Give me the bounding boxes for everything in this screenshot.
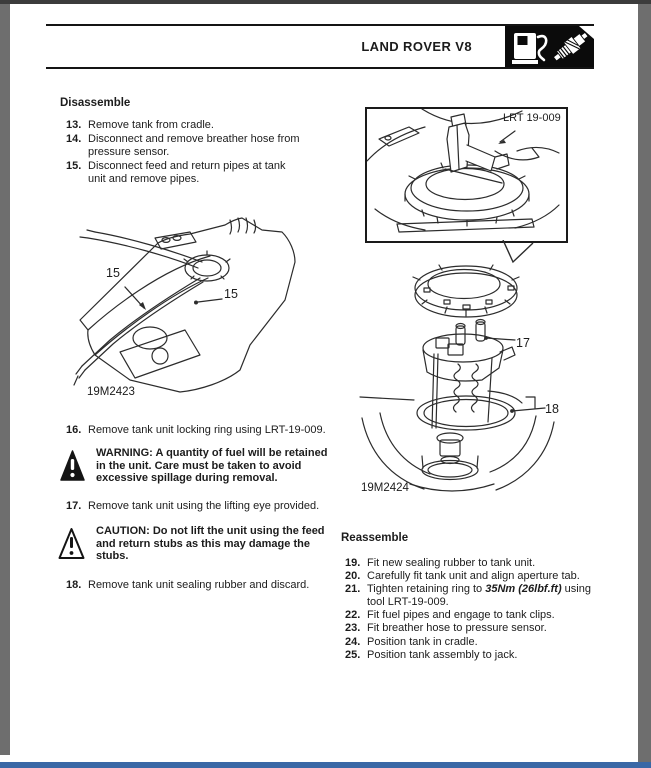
step-19-number: 19. [345, 557, 361, 569]
spark-plug-icon [550, 28, 591, 64]
step-21 [345, 583, 609, 609]
locking-ring-tool-figure [367, 109, 566, 241]
step-18-number: 18. [66, 579, 82, 591]
step-15-text: Disconnect feed and return pipes at tank unit and remove pipes. [88, 159, 286, 186]
exploded-callout-17: 17 [516, 336, 530, 350]
step-20-text: Carefully fit tank unit and align aperture tab. [367, 570, 580, 583]
step-23-text: Fit breather hose to pressure sensor. [367, 622, 547, 635]
step-22-number: 22. [345, 609, 361, 622]
step-25 [345, 649, 609, 662]
caution-triangle-icon [58, 527, 85, 560]
step-13 [66, 119, 304, 133]
disassemble-steps-13-15 [66, 119, 304, 187]
exploded-tank-unit-figure [352, 250, 597, 495]
step-16-number: 16. [66, 424, 82, 436]
step-16-text: Remove tank unit locking ring using LRT-19-009. [88, 424, 326, 436]
figure-number-19M2423: 19M2423 [87, 386, 135, 398]
step-15-number: 15. [66, 159, 82, 172]
window-left-edge [0, 4, 10, 755]
step-24 [345, 636, 609, 649]
step-15 [66, 160, 304, 187]
step-19-text: Fit new sealing rubber to tank unit. [367, 557, 536, 569]
step-20-number: 20. [345, 570, 361, 583]
step-14-number: 14. [66, 132, 82, 145]
window-bottom-edge [0, 762, 651, 768]
step-23-number: 23. [345, 622, 361, 635]
step-19 [345, 557, 609, 570]
step-14 [66, 133, 304, 160]
fuel-tank-figure [70, 210, 305, 402]
step-21-torque-value: 35Nm (26lbf.ft) [485, 583, 562, 596]
step-17-text: Remove tank unit using the lifting eye provided. [88, 500, 320, 512]
step-13-number: 13. [66, 119, 82, 131]
figure-number-19M2424: 19M2424 [361, 482, 409, 494]
step-20 [345, 570, 609, 583]
tool-figure-frame [365, 107, 568, 243]
reassemble-heading: Reassemble [341, 532, 409, 544]
disassemble-step-16 [66, 424, 338, 438]
step-21-text-post: using tool LRT-19-009. [367, 583, 591, 609]
tank-callout-15-right: 15 [224, 287, 238, 301]
reassemble-steps [345, 557, 609, 662]
disassemble-step-17 [66, 500, 338, 514]
step-23 [345, 622, 609, 635]
caution-text: CAUTION: Do not lift the unit using the feed and return stubs as this may damage the stubs. [96, 525, 325, 563]
step-24-text: Position tank in cradle. [367, 635, 478, 648]
step-18-text: Remove tank unit sealing rubber and discard. [88, 579, 310, 591]
tool-label-lrt-19-009: LRT 19-009 [503, 112, 561, 124]
section-icon-box [505, 26, 594, 67]
fuel-pump-icon [505, 26, 594, 67]
warning-triangle-icon [60, 450, 85, 482]
step-22-text: Fit fuel pipes and engage to tank clips. [367, 609, 555, 622]
step-25-number: 25. [345, 648, 361, 661]
disassemble-heading: Disassemble [60, 97, 131, 109]
warning-text: WARNING: A quantity of fuel will be retained in the unit. Care must be taken to avoid excessive spillage during removal. [96, 447, 328, 485]
step-13-text: Remove tank from cradle. [88, 119, 214, 131]
page-title: LAND ROVER V8 [361, 39, 472, 54]
exploded-callout-18: 18 [545, 402, 559, 416]
tank-callout-15-left: 15 [106, 266, 120, 280]
step-17-number: 17. [66, 500, 82, 512]
window-right-edge [638, 4, 651, 763]
step-21-text-pre: Tighten retaining ring to [367, 583, 486, 596]
disassemble-step-18 [66, 579, 338, 593]
step-22 [345, 609, 609, 622]
step-25-text: Position tank assembly to jack. [367, 648, 518, 661]
step-21-number: 21. [345, 583, 361, 596]
page-header [46, 24, 594, 69]
step-24-number: 24. [345, 635, 361, 648]
step-14-text: Disconnect and remove breather hose from pressure sensor. [88, 132, 300, 159]
